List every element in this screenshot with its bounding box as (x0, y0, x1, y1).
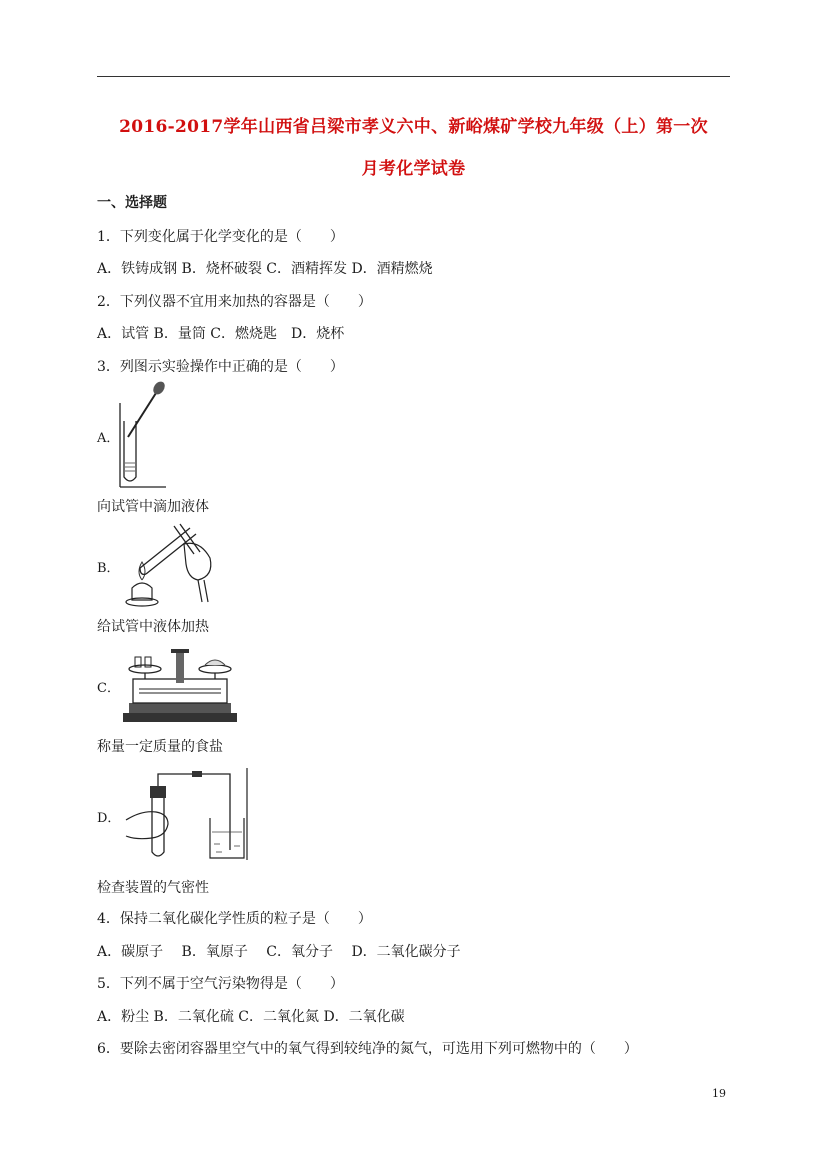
q3-option-a-caption: 向试管中滴加液体 (97, 499, 209, 515)
q4-stem: 4．保持二氧化碳化学性质的粒子是（ ） (97, 911, 372, 927)
q4-options: A．碳原子 B．氧原子 C．氧分子 D．二氧化碳分子 (97, 944, 461, 960)
exam-title-line1: 2016-2017学年山西省吕梁市孝义六中、新峪煤矿学校九年级（上）第一次 (119, 117, 708, 137)
dropper-test-tube-figure (118, 381, 168, 489)
q3-option-a-label: A． (97, 431, 120, 446)
q2-options: A．试管 B．量筒 C．燃烧匙 D．烧杯 (97, 326, 345, 342)
q5-options: A．粉尘 B．二氧化硫 C．二氧化氮 D．二氧化碳 (97, 1009, 405, 1025)
q3-stem: 3．列图示实验操作中正确的是（ ） (97, 359, 344, 375)
q5-stem: 5．下列不属于空气污染物得是（ ） (97, 976, 344, 992)
q3-option-d-label: D． (97, 811, 121, 826)
page-number: 19 (712, 1087, 726, 1100)
q2-stem: 2．下列仪器不宜用来加热的容器是（ ） (97, 294, 372, 310)
q3-option-c-caption: 称量一定质量的食盐 (97, 739, 223, 755)
q3-option-b-label: B． (97, 561, 120, 576)
airtightness-apparatus-figure (122, 766, 250, 862)
q1-options: A．铁铸成钢 B．烧杯破裂 C．酒精挥发 D．酒精燃烧 (97, 261, 433, 277)
header-rule (97, 76, 730, 77)
q3-option-d-caption: 检查装置的气密性 (97, 880, 209, 896)
heating-test-tube-figure (118, 518, 218, 610)
exam-title-line2: 月考化学试卷 (361, 159, 466, 179)
q1-stem: 1．下列变化属于化学变化的是（ ） (97, 229, 344, 245)
q6-stem: 6．要除去密闭容器里空气中的氧气得到较纯净的氮气，可选用下列可燃物中的（ ） (97, 1041, 638, 1057)
q3-option-b-caption: 给试管中液体加热 (97, 619, 209, 635)
q3-option-c-label: C． (97, 681, 120, 696)
balance-scale-figure (121, 645, 239, 724)
section-heading: 一、选择题 (97, 195, 167, 211)
